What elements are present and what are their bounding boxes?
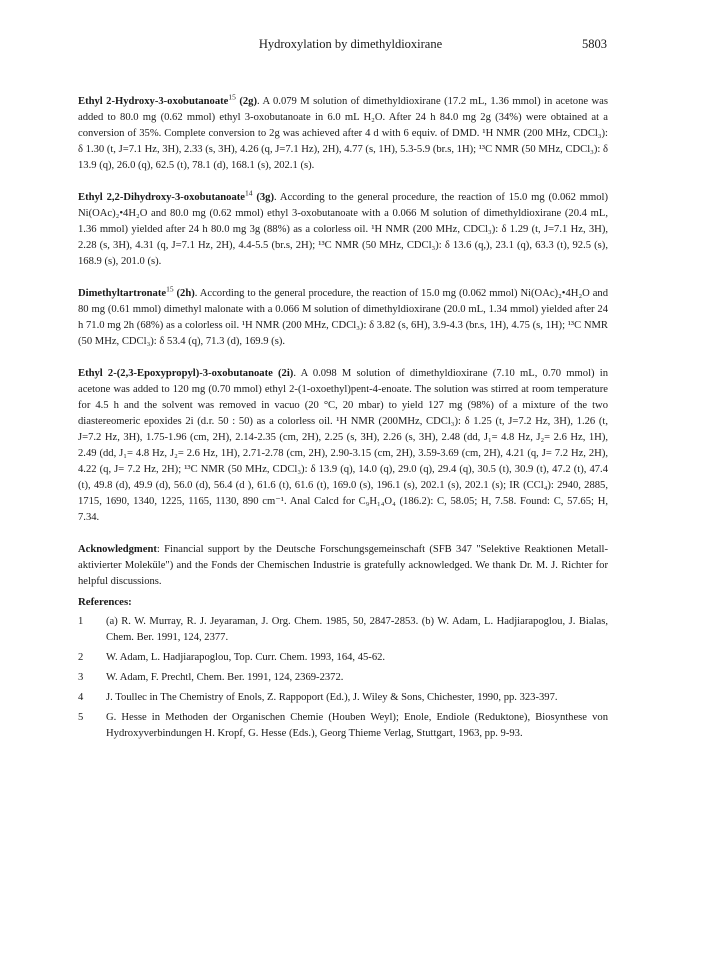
paragraph-text: . A 0.079 M solution of dimethyldioxirane (17.2 mL, 1.36 mmol) in acetone was added to 80.0 mg (0.62 mmol) ethyl 3-oxobutanoate in 6.0 mL H₂O. After 24 h 84.0 mg 2g (34%) were obtained at a conversion of 35%. Complete conversion to 2g was achieved after 4 d with 6 equiv. of DMD. ¹H NMR (200 MHz, CDCl₃): δ 1.30 (t, J=7.1 Hz, 3H), 2.33 (s, 3H), 4.26 (q, J=7.1 Hz), 2H), 4.77 (s, 1H), 5.3-5.9 (br.s, 1H); ¹³C NMR (50 MHz, CDCl₃): δ 13.9 (q), 26.0 (q), 62.5 (t), 78.1 (d), 168.1 (s), 202.1 (s). xyxy=(78,96,608,171)
page-number: 5803 xyxy=(582,37,607,51)
compound-title: Dimethyltartronate xyxy=(78,288,167,299)
compound-label: (3g) xyxy=(256,192,275,203)
article-body xyxy=(78,94,608,746)
reference-number: 2 xyxy=(78,652,84,663)
paragraph-text: . According to the general procedure, the reaction of 15.0 mg (0.062 mmol) Ni(OAc)₂•4H₂O and 80 mg (0.61 mmol) dimethyl malonate with a 0.066 M solution of dimethyldioxirane (20.0 mL, 1.34 mmol) yielded after 24 h 71.0 mg 2h (68%) as a colorless oil. ¹H NMR (200 MHz, CDCl₃): δ 3.82 (s, 6H), 3.9-4.3 (br.s, 1H), 4.75 (s, 1H); ¹³C NMR (50 MHz, CDCl₃): δ 53.4 (q), 71.3 (d), 169.9 (s). xyxy=(78,288,609,347)
reference-number: 4 xyxy=(78,692,84,703)
reference-number: 3 xyxy=(78,672,84,683)
reference-superscript: 14 xyxy=(245,188,253,198)
acknowledgment-label: Acknowledgment xyxy=(78,544,157,555)
reference-item xyxy=(78,690,608,706)
reference-text: J. Toullec in The Chemistry of Enols, Z. Rappoport (Ed.), J. Wiley & Sons, Chichester, 1990, pp. 323-397. xyxy=(106,692,558,703)
running-title: Hydroxylation by dimethyldioxirane xyxy=(258,37,443,51)
reference-text: W. Adam, L. Hadjiarapoglou, Top. Curr. Chem. 1993, 164, 45-62. xyxy=(106,652,386,663)
reference-number: 5 xyxy=(78,712,84,723)
acknowledgment-text: : Financial support by the Deutsche Forschungsgemeinschaft (SFB 347 "Selektive Reaktionen Metall-aktivierter Moleküle") and the Fonds der Chemischen Industrie is gratefully acknowledged. We thank Dr. M. J. Richter for helpful discussions. xyxy=(78,544,608,587)
compound-label: (2h) xyxy=(176,288,195,299)
paragraph-text: . According to the general procedure, the reaction of 15.0 mg (0.062 mmol) Ni(OAc)₂•4H₂O and 80.0 mg (0.62 mmol) ethyl 3-oxobutanoate with a 0.066 M solution of dimethyldioxirane (20.4 mL, 1.36 mmol) yielded after 24 h 80.0 mg 3g (88%) as a colorless oil. ¹H NMR (200 MHz, CDCl₃): δ 1.29 (t, J=7.1 Hz, 3H), 2.28 (s, 3H), 4.31 (q, J=7.1 Hz, 2H), 4.4-5.5 (br.s, 2H); ¹³C NMR (50 MHz, CDCl₃): δ 13.6 (q,), 23.1 (q), 63.3 (t), 92.5 (s), 168.9 (s), 201.0 (s). xyxy=(78,192,608,267)
reference-superscript: 15 xyxy=(228,92,236,102)
reference-item xyxy=(78,650,608,666)
compound-label: (2i) xyxy=(278,368,294,379)
reference-text: (a) R. W. Murray, R. J. Jeyaraman, J. Org. Chem. 1985, 50, 2847-2853. (b) W. Adam, L. Hadjiarapoglou, J. Bialas, Chem. Ber. 1991, 124, 2377. xyxy=(106,616,608,643)
compound-title: Ethyl 2-Hydroxy-3-oxobutanoate xyxy=(78,96,229,107)
reference-item xyxy=(78,710,608,742)
compound-3g-paragraph xyxy=(78,190,608,270)
paragraph-text: . A 0.098 M solution of dimethyldioxirane (7.10 mL, 0.70 mmol) in acetone was added to 120 mg (0.70 mmol) ethyl 2-(1-oxoethyl)pent-4-enoate. The solution was stirred at room temperature for 4.5 h and the solvent was removed in vacuo (20 °C, 20 mbar) to yield 127 mg (98%) of a mixture of the two diastereomeric epoxides 2i (d.r. 50 : 50) as a colorless oil. ¹H NMR (200MHz, CDCl₃): δ 1.25 (t, J=7.2 Hz, 3H), 1.26 (t, J=7.2 Hz, 3H), 1.75-1.96 (cm, 2H), 2.14-2.35 (cm, 2H), 2.25 (s, 3H), 2.26 (s, 3H), 2.48 (dd, J₁= 4.8 Hz, J₂= 2.6 Hz, 1H), 2.49 (dd, J₁= 4.8 Hz, J₂= 2.6 Hz, 1H), 2.71-2.78 (cm, 2H), 2.90-3.15 (cm, 2H), 3.59-3.69 (cm, 2H), 4.21 (q, J= 7.2 Hz, 2H), 4.22 (q, J= 7.2 Hz, 2H); ¹³C NMR (50 MHz, CDCl₃): δ 13.9 (q), 14.0 (q), 29.0 (q), 29.4 (q), 30.5 (t), 30.9 (t), 47.2 (t), 47.4 (t), 49.8 (d), 49.9 (d), 56.0 (d), 56.4 (d ), 61.6 (t), 61.6 (t), 169.0 (s), 196.1 (s), 202.1 (s), 202.1 (s); IR (CCl₄): 2940, 2885, 1715, 1690, 1340, 1225, 1165, 1130, 890 cm⁻¹. Anal Calcd for C₉H₁₄O₄ (186.2): C, 58.05; H, 7.58. Found: C, 57.65; H, 7.34. xyxy=(78,368,608,523)
compound-title: Ethyl 2,2-Dihydroxy-3-oxobutanoate xyxy=(78,192,245,203)
acknowledgment-paragraph xyxy=(78,542,608,590)
compound-2h-paragraph xyxy=(78,286,608,350)
reference-number: 1 xyxy=(78,616,84,627)
compound-label: (2g) xyxy=(239,96,257,107)
reference-text: W. Adam, F. Prechtl, Chem. Ber. 1991, 124, 2369-2372. xyxy=(106,672,344,683)
reference-text: G. Hesse in Methoden der Organischen Chemie (Houben Weyl); Enole, Endiole (Reduktone), Biosynthese von Hydroxyverbindungen H. Kropf, G. Hesse (Eds.), Georg Thieme Verlag, Stuttgart, 1963, pp. 9-93. xyxy=(106,712,608,739)
reference-superscript: 15 xyxy=(166,284,174,294)
compound-2i-paragraph xyxy=(78,366,608,526)
compound-2g-paragraph xyxy=(78,94,608,174)
reference-item xyxy=(78,670,608,686)
compound-title: Ethyl 2-(2,3-Epoxypropyl)-3-oxobutanoate xyxy=(78,368,273,379)
reference-item xyxy=(78,614,608,646)
references-heading: References: xyxy=(78,596,132,608)
